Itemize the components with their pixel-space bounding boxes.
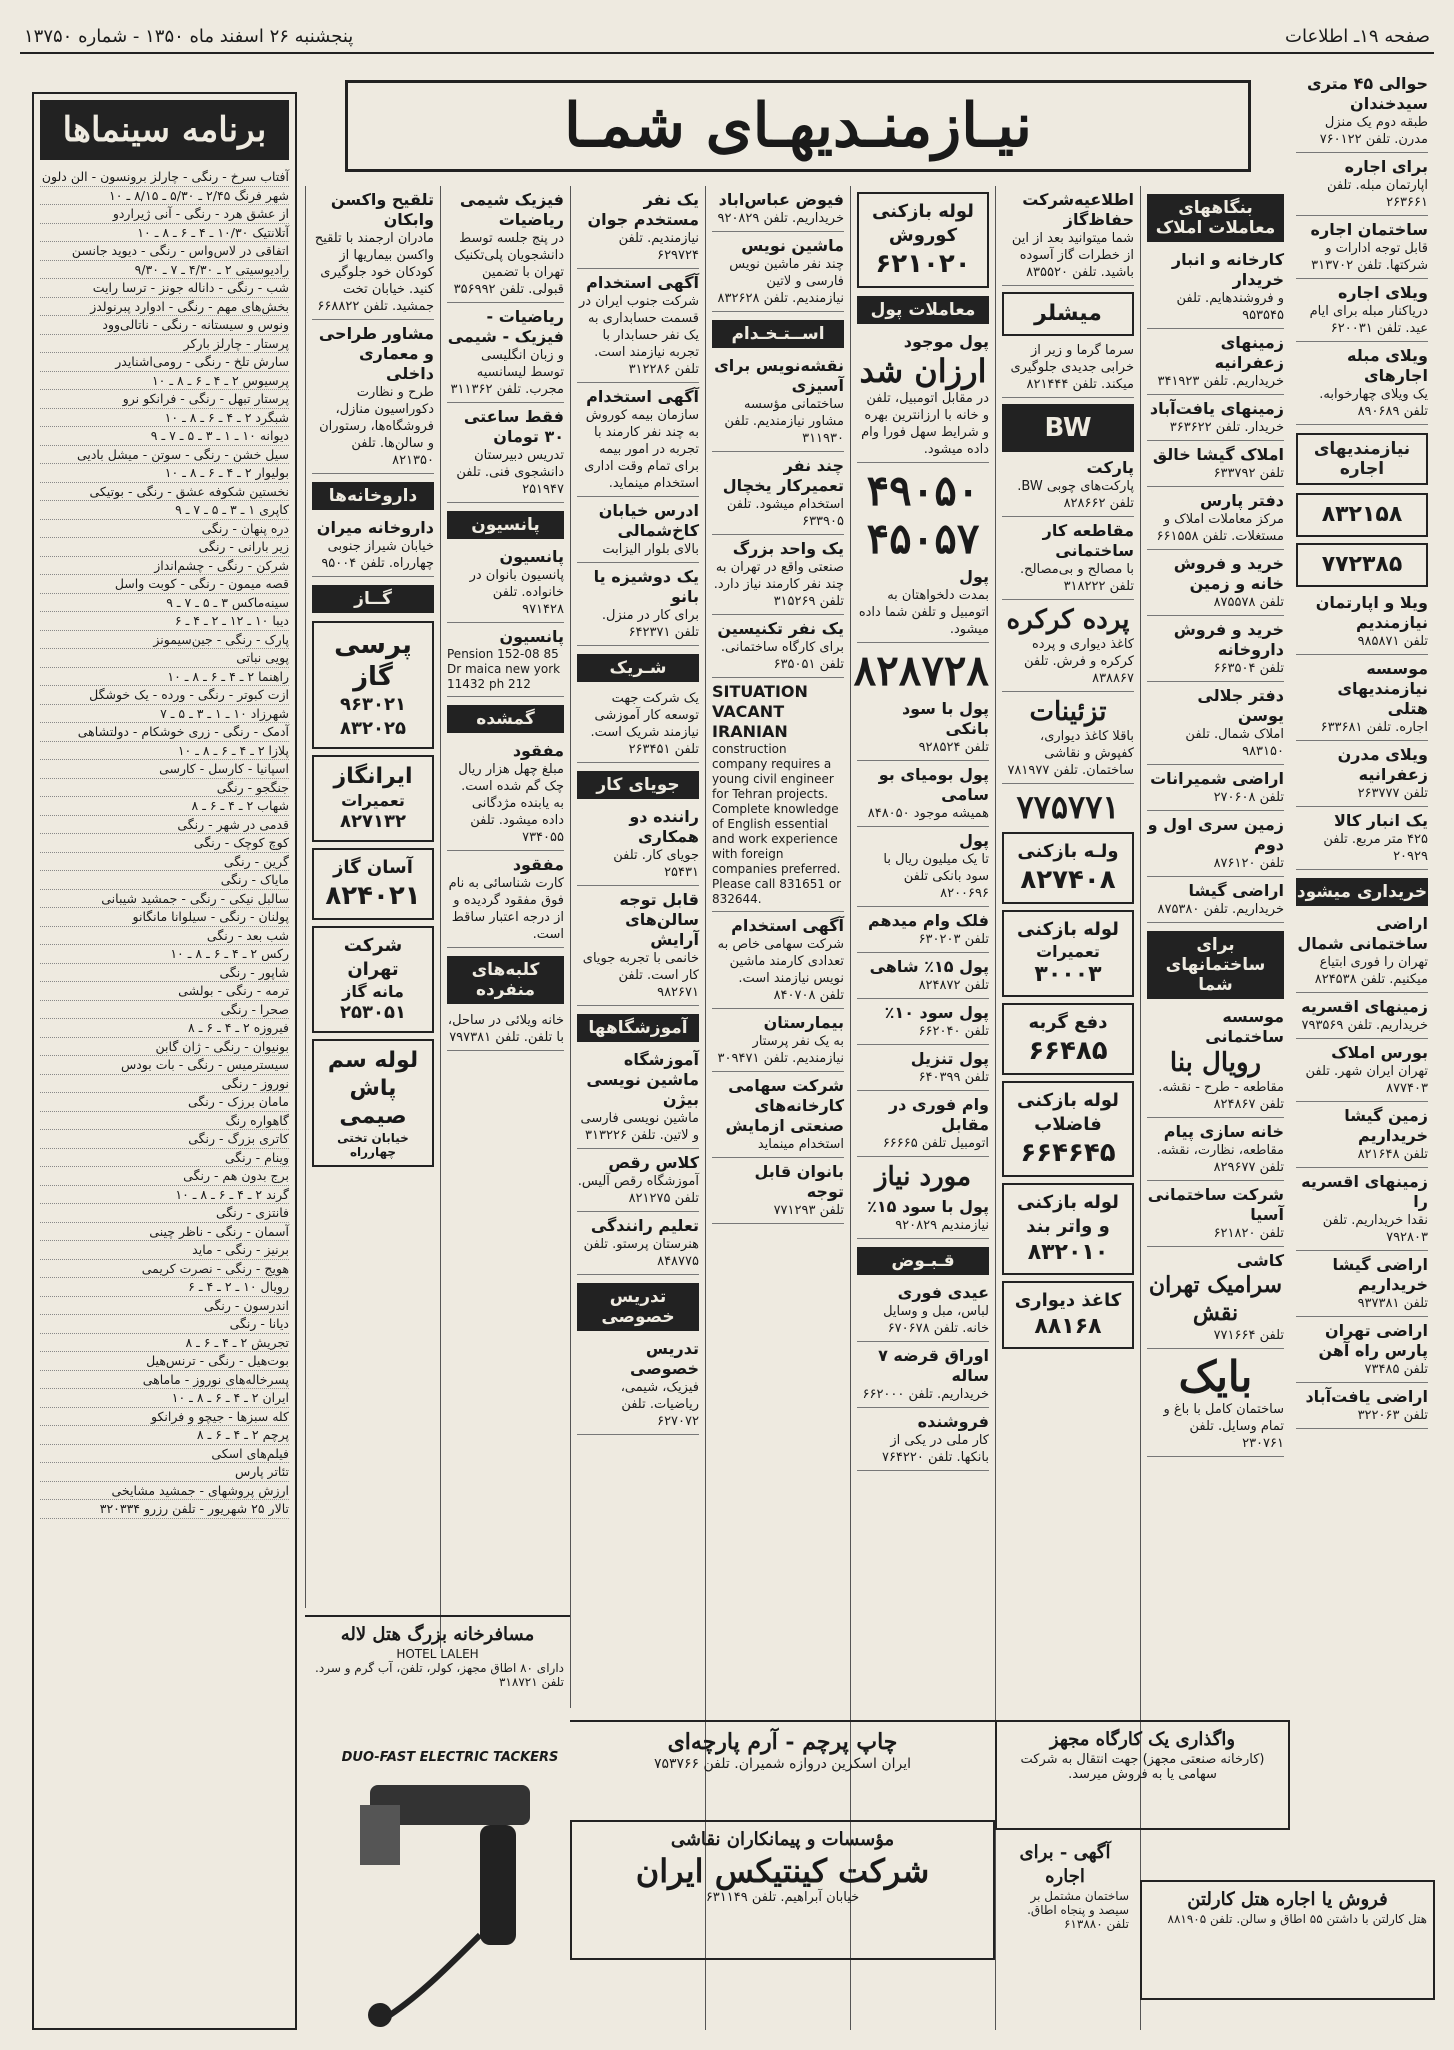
cinema-listing-line: گرین - رنگی: [40, 853, 289, 872]
classified-ad: وام فوری در مقابل اتومبیل تلفن ۶۶۶۶۵: [857, 1095, 989, 1157]
cinema-listing-line: ترمه - رنگی - بولشی: [40, 982, 289, 1001]
cinema-listing-line: شهاب ۲ ـ ۴ ـ ۶ ـ ۸: [40, 797, 289, 816]
page-number-label: صفحه ۱۹ـ اطلاعات: [1285, 26, 1430, 47]
cinema-listing-line: ارزش پروشهای - جمشید مشایخی: [40, 1482, 289, 1501]
cinema-listing-line: پرستار - چارلز بارکر: [40, 335, 289, 354]
cinema-listing-line: اتفاقی در لاس‌واس - رنگی - دیوید جانسن: [40, 242, 289, 261]
classified-ad: کاشی سرامیک تهران نقش تلفن ۷۷۱۶۶۴: [1147, 1251, 1284, 1349]
page-header: [20, 18, 1434, 54]
cinema-listing-line: آتلانتیک ۱۰/۳۰ ـ ۴ ـ ۶ ـ ۸ ـ ۱۰: [40, 224, 289, 243]
classified-ad: ویلای مدرن زعفرانیه تلفن ۲۶۳۷۷۷: [1296, 745, 1428, 807]
classified-ad: مفقود کارت شناسائی به نام فوق مفقود گردیده و از درجه اعتبار ساقط است.: [447, 855, 564, 948]
phone-box: ایرانگاز تعمیرات ۸۲۷۱۳۲: [312, 755, 434, 842]
cinema-listing-line: رادیوسیتی ۲ ـ ۴/۳۰ ـ ۷ ـ ۹/۳۰: [40, 261, 289, 280]
category-header: برای ساختمانهای شما: [1147, 931, 1284, 999]
phone-box: پرسی گاز ۹۶۳۰۲۱ ۸۳۲۰۲۵: [312, 621, 434, 749]
classified-ad: ویلا و اپارتمان نیازمندیم تلفن ۹۸۵۸۷۱: [1296, 593, 1428, 655]
column-tutoring: [440, 186, 570, 1648]
headline: مورد نیاز: [874, 1162, 972, 1192]
cinema-lines: [40, 168, 289, 1519]
cinema-listing-line: سینه‌ماکس ۳ ـ ۵ ـ ۷ ـ ۹: [40, 594, 289, 613]
cinema-listing-line: زیر بارانی - رنگی: [40, 538, 289, 557]
classified-ad: موسسه ساختمانی رویال بنا مقاطعه - طرح - نقشه. تلفن ۸۲۴۸۶۷: [1147, 1007, 1284, 1118]
classified-ad: یک نفر تکنیسین برای کارگاه ساختمانی. تلفن ۶۳۵۰۵۱: [712, 619, 844, 678]
cinema-listing-line: برج بدون هم - رنگی: [40, 1167, 289, 1186]
classified-ad: یک انبار کالا ۴۲۵ متر مربع. تلفن ۲۰۹۲۹: [1296, 811, 1428, 870]
classified-ad: ماشین نویس چند نفر ماشین نویس فارسی و لاتین نیازمندیم. تلفن ۸۳۲۶۲۸: [712, 236, 844, 312]
classified-ad: پانسیون پانسیون بانوان در خانواده. تلفن ۹۷۱۴۲۸: [447, 547, 564, 623]
classified-ad: موسسه نیازمندیهای هتلی اجاره. تلفن ۶۳۳۶۸۱: [1296, 659, 1428, 741]
cinema-listing-line: اسپانیا - کارسل - کارسی: [40, 760, 289, 779]
classified-ad: خانه ویلائی در ساحل، با تلفن. تلفن ۷۹۷۳۸۱: [447, 1012, 564, 1051]
column-jobs: [570, 186, 705, 1708]
painting-contractor-ad: مؤسسات و پیمانکاران نقاشی شرکت کینتیکس ایران خیابان آبراهیم. تلفن ۶۳۱۱۴۹: [570, 1820, 995, 1960]
classified-ad: بانوان قابل توجه تلفن ۷۷۱۲۹۳: [712, 1162, 844, 1224]
classified-ad: BW پارکت پارکت‌های چوبی BW. تلفن ۸۲۸۶۶۲: [1002, 404, 1134, 517]
cinema-listing-line: مامان برزک - رنگی: [40, 1093, 289, 1112]
cinema-listing-line: تئاتر پارس: [40, 1463, 289, 1482]
category-header: آموزشگاهها: [577, 1014, 699, 1042]
cinema-listing-line: بونیوان - رنگی - ژان گابن: [40, 1038, 289, 1057]
hotel-sale-ad: فروش یا اجاره هتل کارلتن هتل کارلتن با داشتن ۵۵ اطاق و سالن. تلفن ۸۸۱۹۰۵: [1140, 1880, 1435, 2000]
classified-ad: برای اجاره اپارتمان مبله. تلفن ۲۶۳۶۶۱: [1296, 157, 1428, 216]
cinema-listing-line: کاپری ۱ ـ ۳ ـ ۵ ـ ۷ ـ ۹: [40, 501, 289, 520]
classified-ad: اطلاعیه‌شرکت حفاظ‌گاز شما میتوانید بعد از این از خطرات گاز آسوده باشید. تلفن ۸۳۵۵۲۰: [1002, 190, 1134, 286]
cinema-listing-line: شهر فرنگ ۲/۴۵ ـ ۵/۳۰ ـ ۸/۱۵ ـ ۱۰: [40, 187, 289, 206]
phone-box: آسان گاز ۸۲۴۰۲۱: [312, 848, 434, 920]
cinema-listing-line: دره پنهان - رنگی: [40, 520, 289, 539]
phone-box: دفع گربه ۶۶۴۸۵: [1002, 1003, 1134, 1075]
classified-ad: شرکت سهامی کارخانه‌های صنعتی ازمایش استخدام مینماید: [712, 1076, 844, 1158]
classified-ad: اراضی گیشا خریداریم. تلفن ۸۷۵۳۸۰: [1147, 881, 1284, 923]
cinema-listing-line: وینام - رنگی: [40, 1149, 289, 1168]
classified-ad: حوالی ۴۵ متری سیدخندان طبقه دوم یک منزل مدرن. تلفن ۷۶۰۱۲۲: [1296, 74, 1428, 153]
cinema-listing-line: شهرزاد ۱۰ ـ ۱ ـ ۳ ـ ۵ ـ ۷: [40, 705, 289, 724]
classified-ad: تلقیح واکسن وابکان مادران ارجمند با تلقیح واکسن بیماریها از کودکان خود جلوگیری کنید. خیابان تخت جمشید. تلفن ۶۶۸۸۲۲: [312, 190, 434, 320]
phone-box: لوله بازکنی کوروش ۶۲۱۰۲۰: [857, 192, 989, 288]
cinema-listing-line: بخش‌های مهم - رنگی - ادوارد پبرنولدز: [40, 298, 289, 317]
classified-ad: اراضی ساختمانی شمال تهران را فوری ابتیاع میکنیم. تلفن ۸۲۴۵۳۸: [1296, 914, 1428, 993]
cinema-listing-line: ونوس و سیستانه - رنگی - ناتالی‌وود: [40, 316, 289, 335]
category-header: اســتـخـدام: [712, 320, 844, 348]
classified-ad: خرید و فروش خانه و زمین تلفن ۸۷۵۵۷۸: [1147, 554, 1284, 616]
cinema-listing-line: کله سبزها - جیچو و فرانکو: [40, 1408, 289, 1427]
cinema-listing-line: از عشق هرد - رنگی - آنی ژیراردو: [40, 205, 289, 224]
cinema-listing-line: سالبل نیکی - رنگی - جمشید شیبانی: [40, 890, 289, 909]
classified-ad: پول سود ۱۰٪ تلفن ۶۶۲۰۴۰: [857, 1003, 989, 1045]
classified-ad: یک شرکت جهت توسعه کار آموزشی نیازمند شریک است. تلفن ۲۶۳۴۵۱: [577, 690, 699, 763]
phone-number: ۴۵۰۵۷: [866, 514, 980, 563]
classified-ad: فقط ساعتی ۳۰ تومان تدریس دبیرستان دانشجوی فنی. تلفن ۲۵۱۹۴۷: [447, 407, 564, 503]
category-header: داروخانه‌ها: [312, 482, 434, 510]
cinema-listing-line: سیل خشن - رنگی - سوتن - میشل بادیی: [40, 446, 289, 465]
cinema-listing-line: نوروز - رنگی: [40, 1075, 289, 1094]
phone-box: ۸۳۲۱۵۸: [1296, 493, 1428, 537]
classified-ad: پانسیون Pension 152-08 85 Dr maica new york 11432 ph 212: [447, 627, 564, 697]
cinema-listing-line: گاهواره رنگ: [40, 1112, 289, 1131]
cinema-listing-line: آسمان - رنگی - ناظر چینی: [40, 1223, 289, 1242]
cinema-listing-title: برنامه سینماها: [40, 100, 289, 160]
classified-ad: مشاور طراحی و معماری داخلی طرح و نظارت دکوراسیون منازل، فروشگاه‌ها، رستوران و سالن‌ها. تلفن ۸۲۱۳۵۰: [312, 324, 434, 474]
classified-ad: زمین گیشا خریداریم تلفن ۸۲۱۶۴۸: [1296, 1106, 1428, 1168]
cinema-listing-line: شب بعد - رنگی: [40, 927, 289, 946]
cinema-listing-line: هویج - رنگی - نصرت کریمی: [40, 1260, 289, 1279]
cinema-listing-line: دیبا ۱۰ ـ ۱۲ ـ ۲ ـ ۴ ـ ۶: [40, 612, 289, 631]
classified-ad: اراضی گیشا خریداریم تلفن ۹۳۷۳۸۱: [1296, 1255, 1428, 1317]
column-utilities: [305, 186, 440, 1608]
cinema-listing-line: پرستار تبهل - رنگی - فرانکو نرو: [40, 390, 289, 409]
classified-ad: فلک وام میدهم تلفن ۶۳۰۲۰۳: [857, 911, 989, 953]
cinema-listing-line: پویی نباتی: [40, 649, 289, 668]
cinema-listing-line: فیلم‌های اسکی: [40, 1445, 289, 1464]
cinema-listing-line: کوچ کوچک - رنگی: [40, 834, 289, 853]
cinema-listing-line: تالار ۲۵ شهریور - تلفن رزرو ۳۲۰۳۳۴: [40, 1500, 289, 1519]
cinema-listing-line: مایاک - رنگی: [40, 871, 289, 890]
classified-ad: کلاس رقص آموزشگاه رقص آلیس. تلفن ۸۲۱۲۷۵: [577, 1153, 699, 1212]
cinema-listing-line: صحرا - رنگی: [40, 1001, 289, 1020]
classified-ad: مقاطعه کار ساختمانی با مصالح و بی‌مصالح. تلفن ۳۱۸۲۲۲: [1002, 521, 1134, 600]
classified-ad: یک نفر مستخدم جوان نیازمندیم. تلفن ۶۲۹۷۲۴: [577, 190, 699, 269]
category-header: جویای کار: [577, 771, 699, 799]
issue-date-label: پنجشنبه ۲۶ اسفند ماه ۱۳۵۰ - شماره ۱۳۷۵۰: [24, 26, 354, 47]
cinema-listing-line: قدمی در شهر - رنگی: [40, 816, 289, 835]
category-header: گــاز: [312, 585, 434, 613]
phone-box: لوله بازکنی فاضلاب ۶۶۴۶۴۵: [1002, 1081, 1134, 1177]
phone-box: ۷۷۲۳۸۵: [1296, 543, 1428, 587]
cinema-listing-line: راهنما ۲ ـ ۴ ـ ۶ ـ ۸ ـ ۱۰: [40, 668, 289, 687]
classified-ad: بایک ساختمان کامل با باغ و تمام وسایل. تلفن ۲۳۰۷۶۱: [1147, 1353, 1284, 1457]
classified-ad: تعلیم رانندگی هنرستان پرستو. تلفن ۸۴۸۷۷۵: [577, 1216, 699, 1275]
cinema-listing-line: گرند ۲ ـ ۴ ـ ۶ ـ ۸ ـ ۱۰: [40, 1186, 289, 1205]
classified-ad: اوراق قرضه ۷ ساله خریداریم. تلفن ۶۶۲۰۰۰: [857, 1346, 989, 1408]
classified-ad: فروشنده کار ملی در یکی از بانکها. تلفن ۷۶۴۲۲۰: [857, 1412, 989, 1471]
classified-ad: زمینهای اقسریه خریداریم. تلفن ۷۹۳۵۶۹: [1296, 997, 1428, 1039]
classified-ad: پول تنزیل تلفن ۶۴۰۳۹۹: [857, 1049, 989, 1091]
classified-ad: تزئینات باقلا کاغذ دیواری، کفپوش و نقاشی ساختمان. تلفن ۷۸۱۹۷۷: [1002, 696, 1134, 784]
cinema-listing-line: جنگجو - رنگی: [40, 779, 289, 798]
classified-ad: مفقود مبلغ چهل هزار ریال چک گم شده است. به یابنده مژدگانی داده میشود. تلفن ۷۳۴۰۵۵: [447, 741, 564, 851]
cinema-listing-line: پلازا ۲ ـ ۴ ـ ۶ ـ ۸ ـ ۱۰: [40, 742, 289, 761]
cinema-listing-line: بوت‌هیل - رنگی - ترنس‌هیل: [40, 1352, 289, 1371]
cinema-listing-line: اندرسون - رنگی: [40, 1297, 289, 1316]
phone-box: لوله سم پاش صیمی خیابان تختی چهارراه: [312, 1039, 434, 1167]
classified-ad: قابل توجه سالن‌های آرایش خانمی با تجربه جویای کار است. تلفن ۹۸۲۶۷۱: [577, 890, 699, 1006]
stapler-brand-label: DUO-FAST ELECTRIC TACKERS: [341, 1750, 559, 1765]
classified-ad: دفتر جلالی یوسن املاک شمال. تلفن ۹۸۳۱۵۰: [1147, 686, 1284, 765]
category-header: قـبـوض: [857, 1247, 989, 1275]
classified-ad: دفتر پارس مرکز معاملات املاک و مستغلات. تلفن ۶۶۱۵۵۸: [1147, 491, 1284, 550]
category-header: کلبه‌های منفرده: [447, 956, 564, 1004]
cinema-listing-line: نخستین شکوفه عشق - رنگی - بوتیکی: [40, 483, 289, 502]
cinema-listing-line: آدمک - رنگی - زری خوشکام - دولتشاهی: [40, 723, 289, 742]
cinema-listing-line: برنیز - رنگی - ماید: [40, 1241, 289, 1260]
classified-ad: ویلای اجاره دریاکنار مبله برای ایام عید. تلفن ۶۲۰۰۳۱: [1296, 283, 1428, 342]
classified-ad: چند نفر تعمیرکار یخچال استخدام میشود. تلفن ۶۳۳۹۰۵: [712, 456, 844, 535]
classified-ad: پول ۱۵٪ شاهی تلفن ۸۲۴۸۷۲: [857, 957, 989, 999]
cinema-listing-line: سارش تلخ - رنگی - رومی‌اشنایدر: [40, 353, 289, 372]
classified-ad: میشلر سرما گرما و زیر از خرابی جدیدی جلوگیری میکند. تلفن ۸۲۱۴۴۴: [1002, 292, 1134, 398]
cinema-listing-line: فانتزی - رنگی: [40, 1204, 289, 1223]
classified-ad: پول موجود ارزان شد در مقابل اتومبیل، تلفن و خانه با ارزانترین بهره و شرایط سهل فورا وام داده میشود.: [857, 332, 989, 463]
cinema-listing-line: سیسترمیس - رنگی - بات بودس: [40, 1056, 289, 1075]
flag-printing-ad: چاپ پرچم - آرم پارچه‌ای ایران اسکرین دروازه شمیران. تلفن ۷۵۳۷۶۶: [570, 1720, 995, 1820]
classified-ad: یک واحد بزرگ صنعتی واقع در تهران به چند نفر کارمند نیاز دارد. تلفن ۳۱۵۲۶۹: [712, 539, 844, 615]
classified-ad: زمین سری اول و دوم تلفن ۸۷۶۱۲۰: [1147, 815, 1284, 877]
classified-ad: راننده دو همکاری جویای کار. تلفن ۲۵۴۳۱: [577, 807, 699, 886]
category-header: خریداری میشود: [1296, 878, 1428, 906]
category-header: نیازمندیهای اجاره: [1296, 433, 1428, 485]
cinema-listing-line: شرکن - رنگی - چشم‌انداز: [40, 557, 289, 576]
classified-ad: پرده کرکره کاغذ دیواری و پرده کرکره و فرش. تلفن ۸۳۸۸۶۷: [1002, 604, 1134, 692]
classified-ad: ویلای مبله اجارهای یک ویلای چهارخوابه. تلفن ۸۹۰۶۸۹: [1296, 346, 1428, 425]
cinema-listing-line: فیروزه ۲ ـ ۴ ـ ۶ ـ ۸: [40, 1019, 289, 1038]
classified-ad: املاک گیشا خالق تلفن ۶۳۳۷۹۲: [1147, 445, 1284, 487]
classified-ad: عیدی فوری لباس، مبل و وسایل خانه. تلفن ۶۷۰۶۷۸: [857, 1283, 989, 1342]
classified-ad: ساختمان اجاره قابل توجه ادارات و شرکتها. تلفن ۳۱۳۷۰۲: [1296, 220, 1428, 279]
classified-ad: خرید و فروش داروخانه تلفن ۶۶۳۵۰۴: [1147, 620, 1284, 682]
cinema-listing-line: بولیوار ۲ ـ ۴ ـ ۶ ـ ۸ ـ ۱۰: [40, 464, 289, 483]
workshop-ad: واگذاری یک کارگاه مجهز (کارخانه صنعتی مجهز) جهت انتقال به شرکت سهامی یا به فروش میرسد.: [995, 1720, 1290, 1830]
classified-ad: کارخانه و انبار خریدار و فروشندهایم. تلفن ۹۵۳۵۴۵: [1147, 250, 1284, 329]
cinema-listing-line: دیوانه ۱۰ ـ ۱ ـ ۳ ـ ۵ ـ ۷ ـ ۹: [40, 427, 289, 446]
cinema-listing-line: دیانا - رنگی: [40, 1315, 289, 1334]
classified-ad: اراضی یافت‌آباد تلفن ۳۲۲۰۶۳: [1296, 1387, 1428, 1429]
classified-ad: آگهی استخدام سازمان بیمه کوروش به چند نفر کارمند با تجربه در امور بیمه برای تمام وقت اداری استخدام مینماید.: [577, 387, 699, 497]
classified-ad: نقشه‌نویس برای آسیزی ساختمانی مؤسسه مشاور نیازمندیم. تلفن ۳۱۱۹۳۰: [712, 356, 844, 452]
phone-number: ۴۹۰۵۰: [866, 466, 980, 515]
classified-ad: پول با سود بانکی تلفن ۹۲۸۵۲۴: [857, 699, 989, 761]
cinema-listing-line: شاپور - رنگی: [40, 964, 289, 983]
phone-box: شرکت تهران مانه گاز ۲۵۳۰۵۱: [312, 926, 434, 1033]
rental-notice-ad: آگهی - برای اجاره ساختمان مشتمل بر سیصد و پنجاه اطاق. تلفن ۶۱۳۸۸۰: [1019, 1842, 1129, 1931]
classified-ad: پول تا یک میلیون ریال با سود بانکی تلفن ۸۲۰۰۶۹۶: [857, 831, 989, 907]
classified-ad: بورس املاک تهران ایران شهر. تلفن ۸۷۷۴۰۳: [1296, 1043, 1428, 1102]
classified-ad: یک دوشیزه یا بانو برای کار در منزل. تلفن ۶۴۲۳۷۱: [577, 567, 699, 646]
classified-ad: آگهی استخدام شرکت جنوب ایران در قسمت حسابداری به یک نفر حسابدار با تجربه نیازمند است. تلفن ۳۱۲۲۸۶: [577, 273, 699, 383]
cinema-listing-line: رکس ۲ ـ ۴ ـ ۶ ـ ۸ ـ ۱۰: [40, 945, 289, 964]
classified-ad-english: SITUATION VACANT IRANIAN construction company requires a young civil engineer for Tehran projects. Complete knowledge of English essential and work experience with foreign companies preferred. Please call 831651 or 832644.: [712, 682, 844, 912]
column-rentals: [1290, 70, 1434, 2030]
cinema-listing-line: تجریش ۲ ـ ۴ ـ ۶ ـ ۸: [40, 1334, 289, 1353]
section-banner: نیـازمنـدیهـای شمـا: [345, 80, 1251, 172]
category-header: شـریک: [577, 654, 699, 682]
classified-ad: اراضی تهران پارس راه آهن تلفن ۷۳۴۸۵: [1296, 1321, 1428, 1383]
cinema-listing-line: شبگرد ۲ ـ ۴ ـ ۶ ـ ۸ ـ ۱۰: [40, 409, 289, 428]
category-header: گمشده: [447, 705, 564, 733]
hotel-laleh-ad: مسافرخانه بزرگ هتل لاله HOTEL LALEH دارای ۸۰ اطاق مجهز، کولر، تلفن، آب گرم و سرد. تلفن ۳۱۸۷۲۱: [305, 1615, 570, 1740]
stapler-advertisement: [330, 1750, 570, 2050]
classified-ad: زمینهای اقسریه را نقدا خریداریم. تلفن ۷۹۲۸۰۳: [1296, 1172, 1428, 1251]
cinema-listing-line: قصه میمون - رنگی - کوبت واسل: [40, 575, 289, 594]
phone-box: ولـه بازکنی ۸۲۷۴۰۸: [1002, 832, 1134, 904]
classified-ad: اراضی شمیرانات تلفن ۲۷۰۶۰۸: [1147, 769, 1284, 811]
cinema-listing-line: شب - رنگی - داناله جونز - ترسا رایت: [40, 279, 289, 298]
classified-ad: ریاضیات - فیزیک - شیمی و زبان انگلیسی توسط لیسانسیه مجرب. تلفن ۳۱۱۳۶۲: [447, 307, 564, 403]
category-header: معاملات پول: [857, 296, 989, 324]
cinema-listing-line: پرسیوس ۲ ـ ۴ ـ ۶ ـ ۸ ـ ۱۰: [40, 372, 289, 391]
phone-box: لوله بازکنی و واتر بند ۸۳۲۰۱۰: [1002, 1183, 1134, 1275]
phone-number: ۷۷۵۷۷۱: [1016, 788, 1120, 826]
category-header: تدریس خصوصی: [577, 1283, 699, 1331]
classified-ad: آگهی استخدام شرکت سهامی خاص به تعدادی کارمند ماشین نویس نیازمند است. تلفن ۸۴۰۷۰۸: [712, 916, 844, 1009]
classified-ad: پول بمدت دلخواهتان به اتومبیل و تلفن شما داده میشود.: [857, 567, 989, 643]
classified-ad: ادرس خیابان کاخ‌شمالی بالای بلوار الیزابت: [577, 501, 699, 563]
cinema-listing-line: رویال ۱۰ ـ ۲ ـ ۴ ـ ۶: [40, 1278, 289, 1297]
cinema-listing: [32, 92, 297, 2030]
stapler-icon: [330, 1765, 570, 2035]
classified-ad: پول با سود ۱۵٪ نیازمندیم ۹۲۰۸۲۹: [857, 1197, 989, 1239]
phone-number: ۸۲۸۷۲۸: [853, 646, 989, 695]
classified-ad: شرکت ساختمانی آسیا تلفن ۶۲۱۸۲۰: [1147, 1185, 1284, 1247]
classified-ad: تدریس خصوصی فیزیک، شیمی، ریاضیات. تلفن ۶۲۷۰۷۲: [577, 1339, 699, 1435]
classified-ad: خانه سازی پیام مقاطعه، نظارت، نقشه. تلفن ۸۲۹۶۷۷: [1147, 1122, 1284, 1181]
cinema-listing-line: کاتری بزرگ - رنگی: [40, 1130, 289, 1149]
phone-box: کاغذ دیواری ۸۸۱۶۸: [1002, 1281, 1134, 1349]
cinema-listing-line: ازت کبوتر - رنگی - ورده - یک خوشگل: [40, 686, 289, 705]
classified-ad: فیزیک شیمی ریاضیات در پنج جلسه توسط دانشجویان پلی‌تکنیک تهران با تضمین قبولی. تلفن ۳۵۶۹۹۲: [447, 190, 564, 303]
classified-ad: زمینهای یافت‌آباد خریدار. تلفن ۳۶۳۶۲۲: [1147, 399, 1284, 441]
cinema-listing-line: ایران ۲ ـ ۴ ـ ۶ ـ ۸ ـ ۱۰: [40, 1389, 289, 1408]
classified-ad: زمینهای زعفرانیه خریداریم. تلفن ۳۴۱۹۲۳: [1147, 333, 1284, 395]
cinema-listing-line: آفتاب سرخ - رنگی - چارلز برونسون - الن دلون: [40, 168, 289, 187]
cinema-listing-line: پرچم ۲ ـ ۴ ـ ۶ ـ ۸: [40, 1426, 289, 1445]
classified-ad: فیوض عباس‌اباد خریداریم. تلفن ۹۲۰۸۲۹: [712, 190, 844, 232]
cinema-listing-line: پولنان - رنگی - سیلوانا مانگانو: [40, 908, 289, 927]
cinema-listing-line: پسرخاله‌های نوروز - ماماهی: [40, 1371, 289, 1390]
category-header: بنگاههای معاملات املاک: [1147, 194, 1284, 242]
classified-ad: داروخانه میران خیابان شیراز جنوبی چهارراه. تلفن ۹۵۰۰۴: [312, 518, 434, 577]
cinema-listing-line: پارک - رنگی - جین‌سیمونز: [40, 631, 289, 650]
classified-ad: آموزشگاه ماشین نویسی بیژن ماشین نویسی فارسی و لاتین. تلفن ۳۱۳۲۲۶: [577, 1050, 699, 1149]
category-header: پانسیون: [447, 511, 564, 539]
classified-ad: پول بومیای بو سامی همیشه موجود ۸۴۸۰۵۰: [857, 765, 989, 827]
classified-ad: بیمارستان به یک نفر پرستار نیازمندیم. تلفن ۳۰۹۴۷۱: [712, 1013, 844, 1072]
phone-box: لوله بازکنی تعمیرات ۳۰۰۰۳: [1002, 910, 1134, 997]
